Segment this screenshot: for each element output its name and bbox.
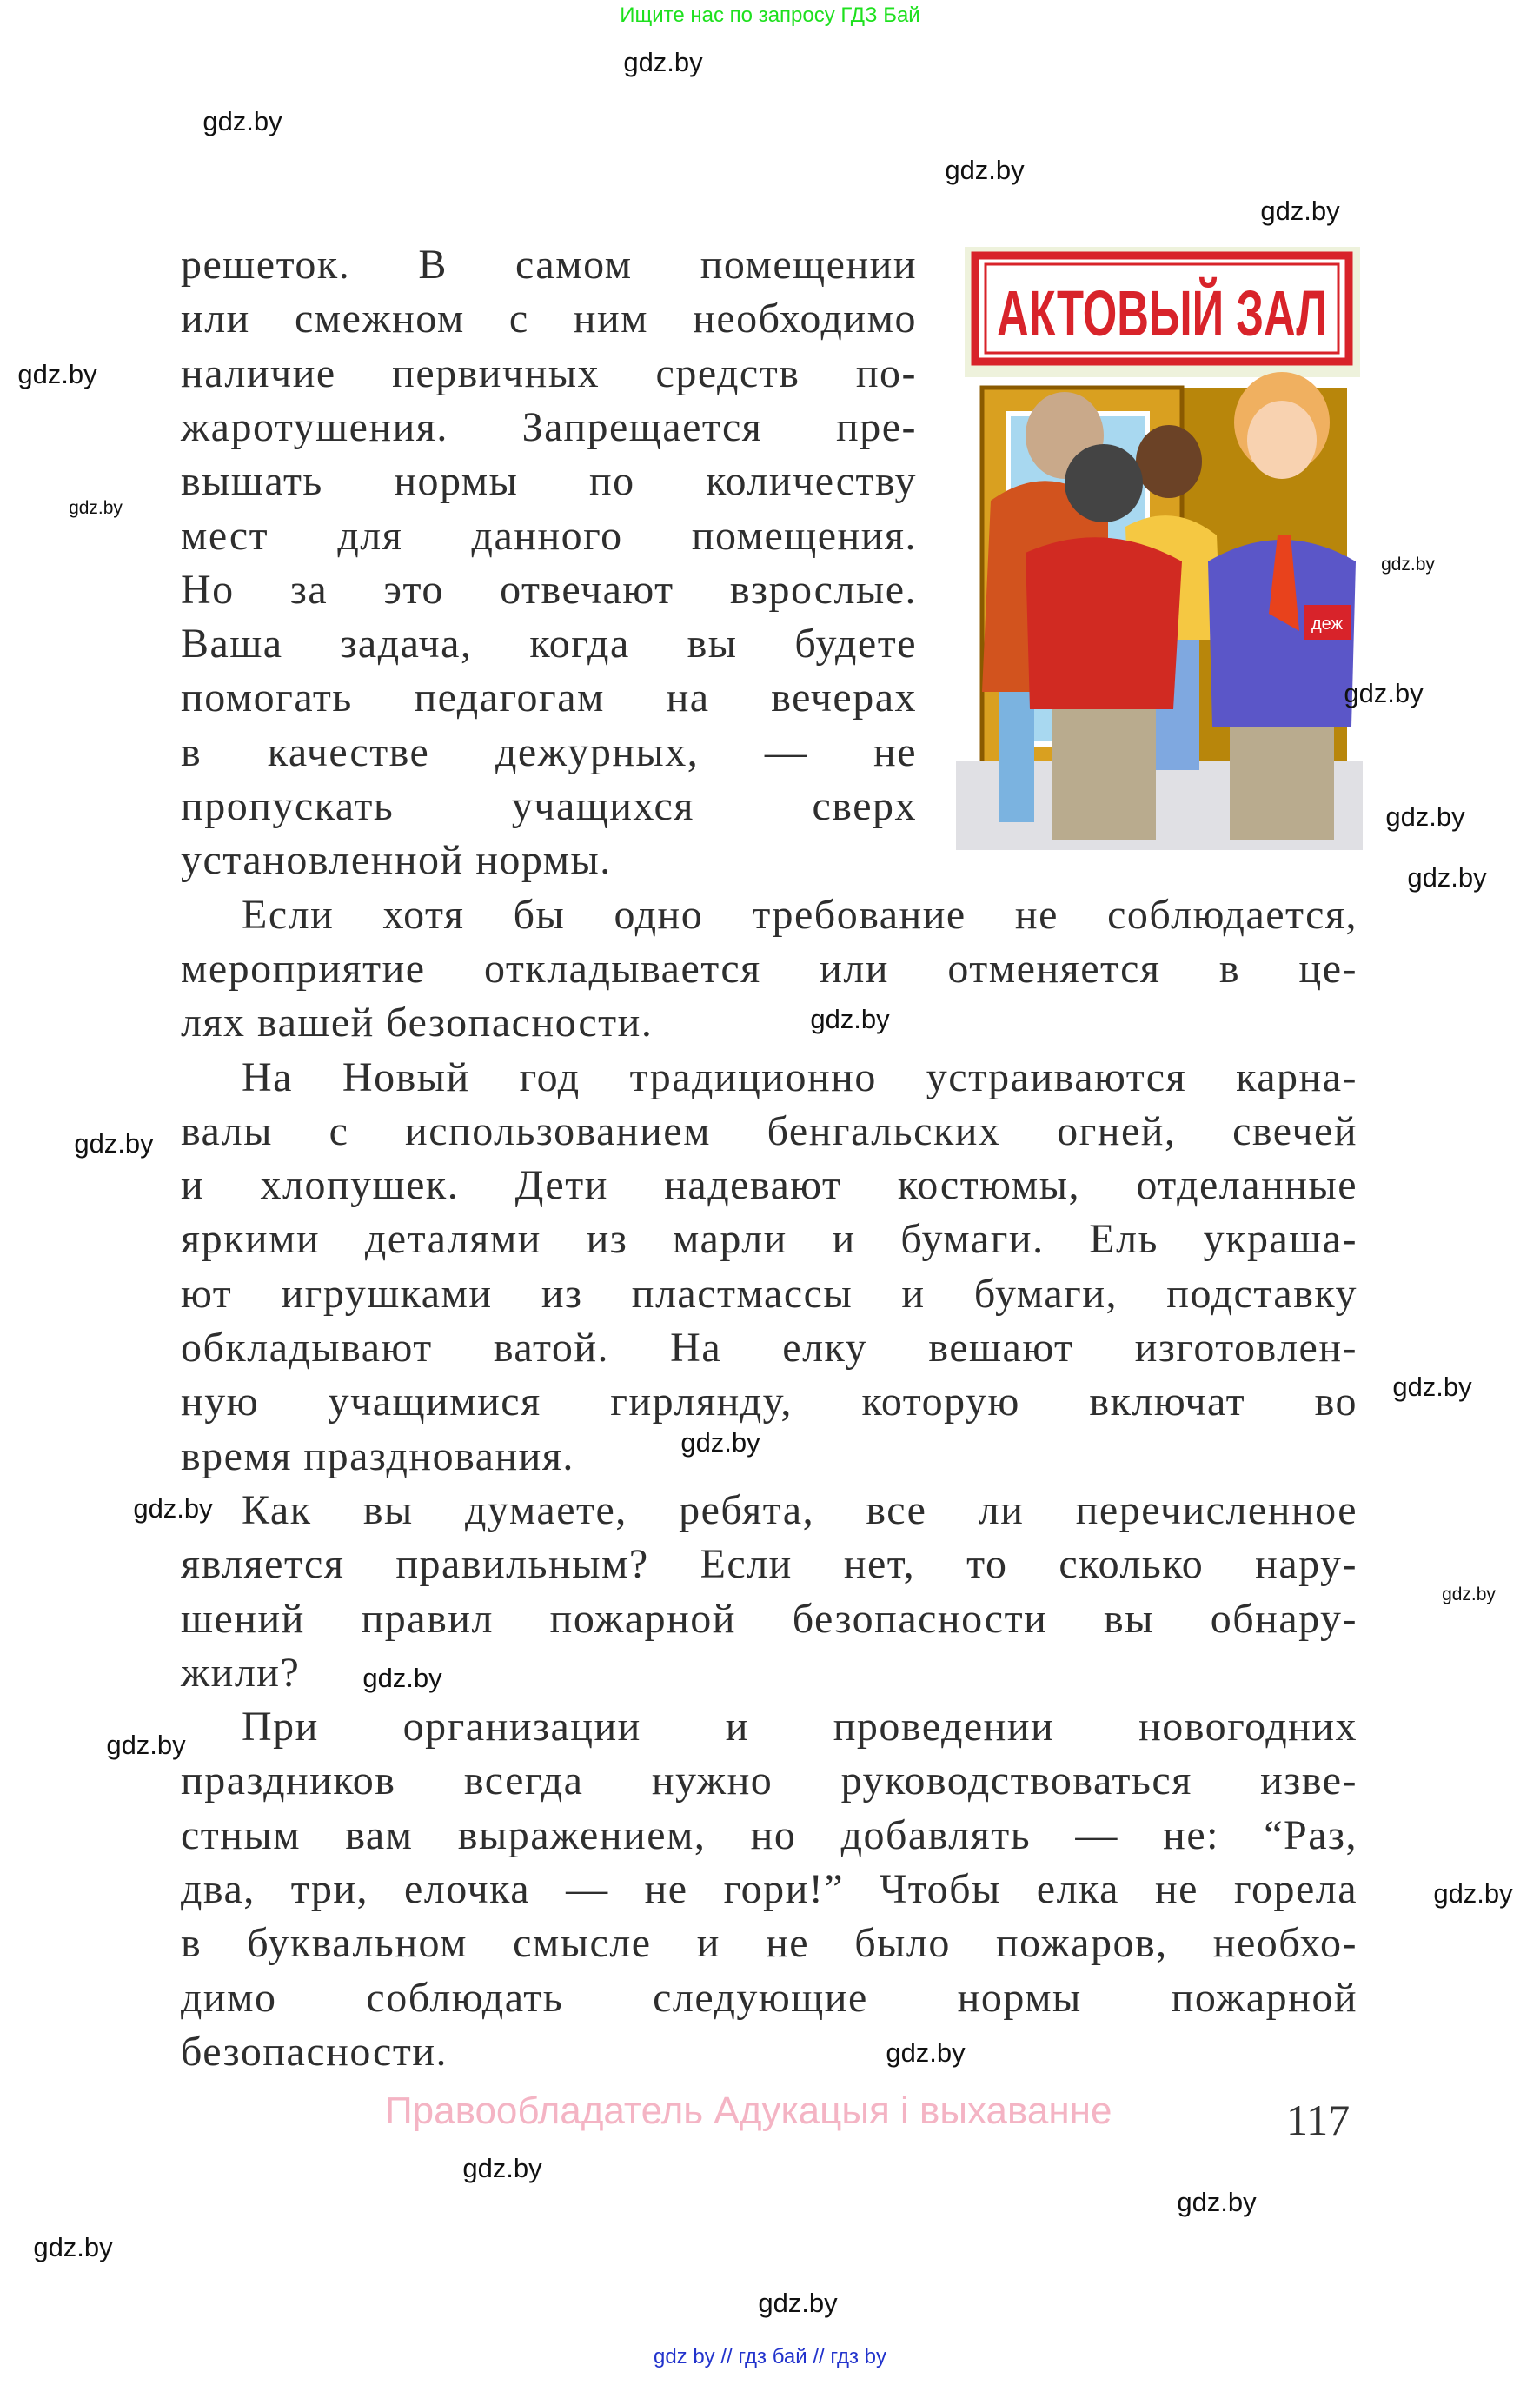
watermark-text: gdz.by: [1392, 1372, 1472, 1402]
text-line: праздников всегда нужно руководствоваться изве-: [181, 1757, 1357, 1804]
text-line: жили?: [181, 1649, 301, 1696]
text-line: в качестве дежурных, — не: [181, 728, 917, 775]
text-line: установленной нормы.: [181, 837, 612, 884]
watermark-text: gdz.by: [886, 2037, 966, 2068]
text-line: ную учащимися гирлянду, которую включат во: [181, 1379, 1357, 1425]
watermark-text: gdz.by: [623, 47, 703, 77]
watermark-text: gdz.by: [17, 359, 97, 389]
watermark-text: gdz.by: [1433, 1878, 1513, 1909]
sign-text: АКТОВЫЙ ЗАЛ: [997, 277, 1478, 349]
copyright-notice: Правообладатель Адукацыя і выхаванне: [385, 2089, 1112, 2132]
watermark-text: gdz.by: [202, 106, 282, 136]
text-line: яркими деталями из марли и бумаги. Ель украша-: [181, 1216, 1357, 1263]
text-line: наличие первичных средств по-: [181, 349, 917, 396]
text-line: мероприятие откладывается или отменяется в це-: [181, 945, 1357, 992]
watermark-text: gdz.by: [74, 1128, 154, 1159]
watermark-text: gdz.by: [362, 1663, 442, 1693]
text-line: или смежном с ним необходимо: [181, 296, 917, 342]
text-line: При организации и проведении новогодних: [242, 1704, 1357, 1751]
text-line: два, три, елочка — не гори!” Чтобы елка не горела: [181, 1866, 1357, 1912]
watermark-text: gdz.by: [1344, 678, 1424, 708]
text-line: Ваша задача, когда вы будете: [181, 621, 917, 668]
watermark-text: gdz.by: [1381, 555, 1435, 575]
text-line: безопасности.: [181, 2028, 448, 2075]
text-line: пропускать учащихся сверх: [181, 783, 917, 829]
text-line: является правильным? Если нет, то сколько нару-: [181, 1541, 1357, 1588]
watermark-text: gdz.by: [69, 498, 123, 518]
watermark-text: gdz.by: [462, 2153, 542, 2183]
text-line: лях вашей безопасности.: [181, 1000, 654, 1046]
text-line: и хлопушек. Дети надевают костюмы, отделанные: [181, 1162, 1357, 1209]
watermark-text: gdz.by: [33, 2232, 113, 2262]
bottom-links[interactable]: gdz by // гдз бай // гдз by: [653, 2345, 887, 2368]
watermark-text: gdz.by: [1385, 801, 1465, 832]
text-line: ют игрушками из пластмассы и бумаги, подставку: [181, 1270, 1357, 1317]
watermark-text: gdz.by: [1260, 196, 1340, 226]
watermark-text: gdz.by: [1177, 2187, 1257, 2217]
text-line: жаротушения. Запрещается пре-: [181, 403, 917, 450]
text-line: мест для данного помещения.: [181, 512, 917, 559]
armband-text: деж: [1311, 615, 1343, 634]
search-banner: Ищите нас по запросу ГДЗ Бай: [620, 3, 920, 27]
watermark-text: gdz.by: [810, 1004, 890, 1034]
text-line: Но за это отвечают взрослые.: [181, 566, 917, 613]
watermark-text: gdz.by: [758, 2288, 838, 2318]
page-number: 117: [1286, 2096, 1351, 2144]
text-line: стным вам выражением, но добавлять — не: “Раз,: [181, 1811, 1357, 1858]
text-line: На Новый год традиционно устраиваются карна-: [242, 1053, 1357, 1100]
text-line: помогать педагогам на вечерах: [181, 674, 917, 721]
watermark-text: gdz.by: [945, 155, 1025, 185]
text-line: в буквальном смысле и не было пожаров, необхо-: [181, 1920, 1357, 1967]
watermark-text: gdz.by: [1407, 862, 1487, 893]
text-line: Если хотя бы одно требование не соблюдается,: [242, 891, 1357, 938]
watermark-text: gdz.by: [1442, 1584, 1496, 1604]
text-line: время празднования.: [181, 1432, 574, 1479]
text-line: решеток. В самом помещении: [181, 242, 917, 288]
text-line: обкладывают ватой. На елку вешают изготовлен-: [181, 1325, 1357, 1371]
text-line: шений правил пожарной безопасности вы обнару-: [181, 1595, 1357, 1642]
text-line: валы с использованием бенгальских огней, свечей: [181, 1107, 1357, 1154]
watermark-text: gdz.by: [680, 1427, 760, 1458]
watermark-text: gdz.by: [106, 1730, 186, 1760]
watermark-text: gdz.by: [133, 1493, 213, 1524]
text-line: Как вы думаете, ребята, все ли перечисленное: [242, 1486, 1357, 1533]
text-line: вышать нормы по количеству: [181, 458, 917, 505]
text-line: димо соблюдать следующие нормы пожарной: [181, 1974, 1357, 2021]
